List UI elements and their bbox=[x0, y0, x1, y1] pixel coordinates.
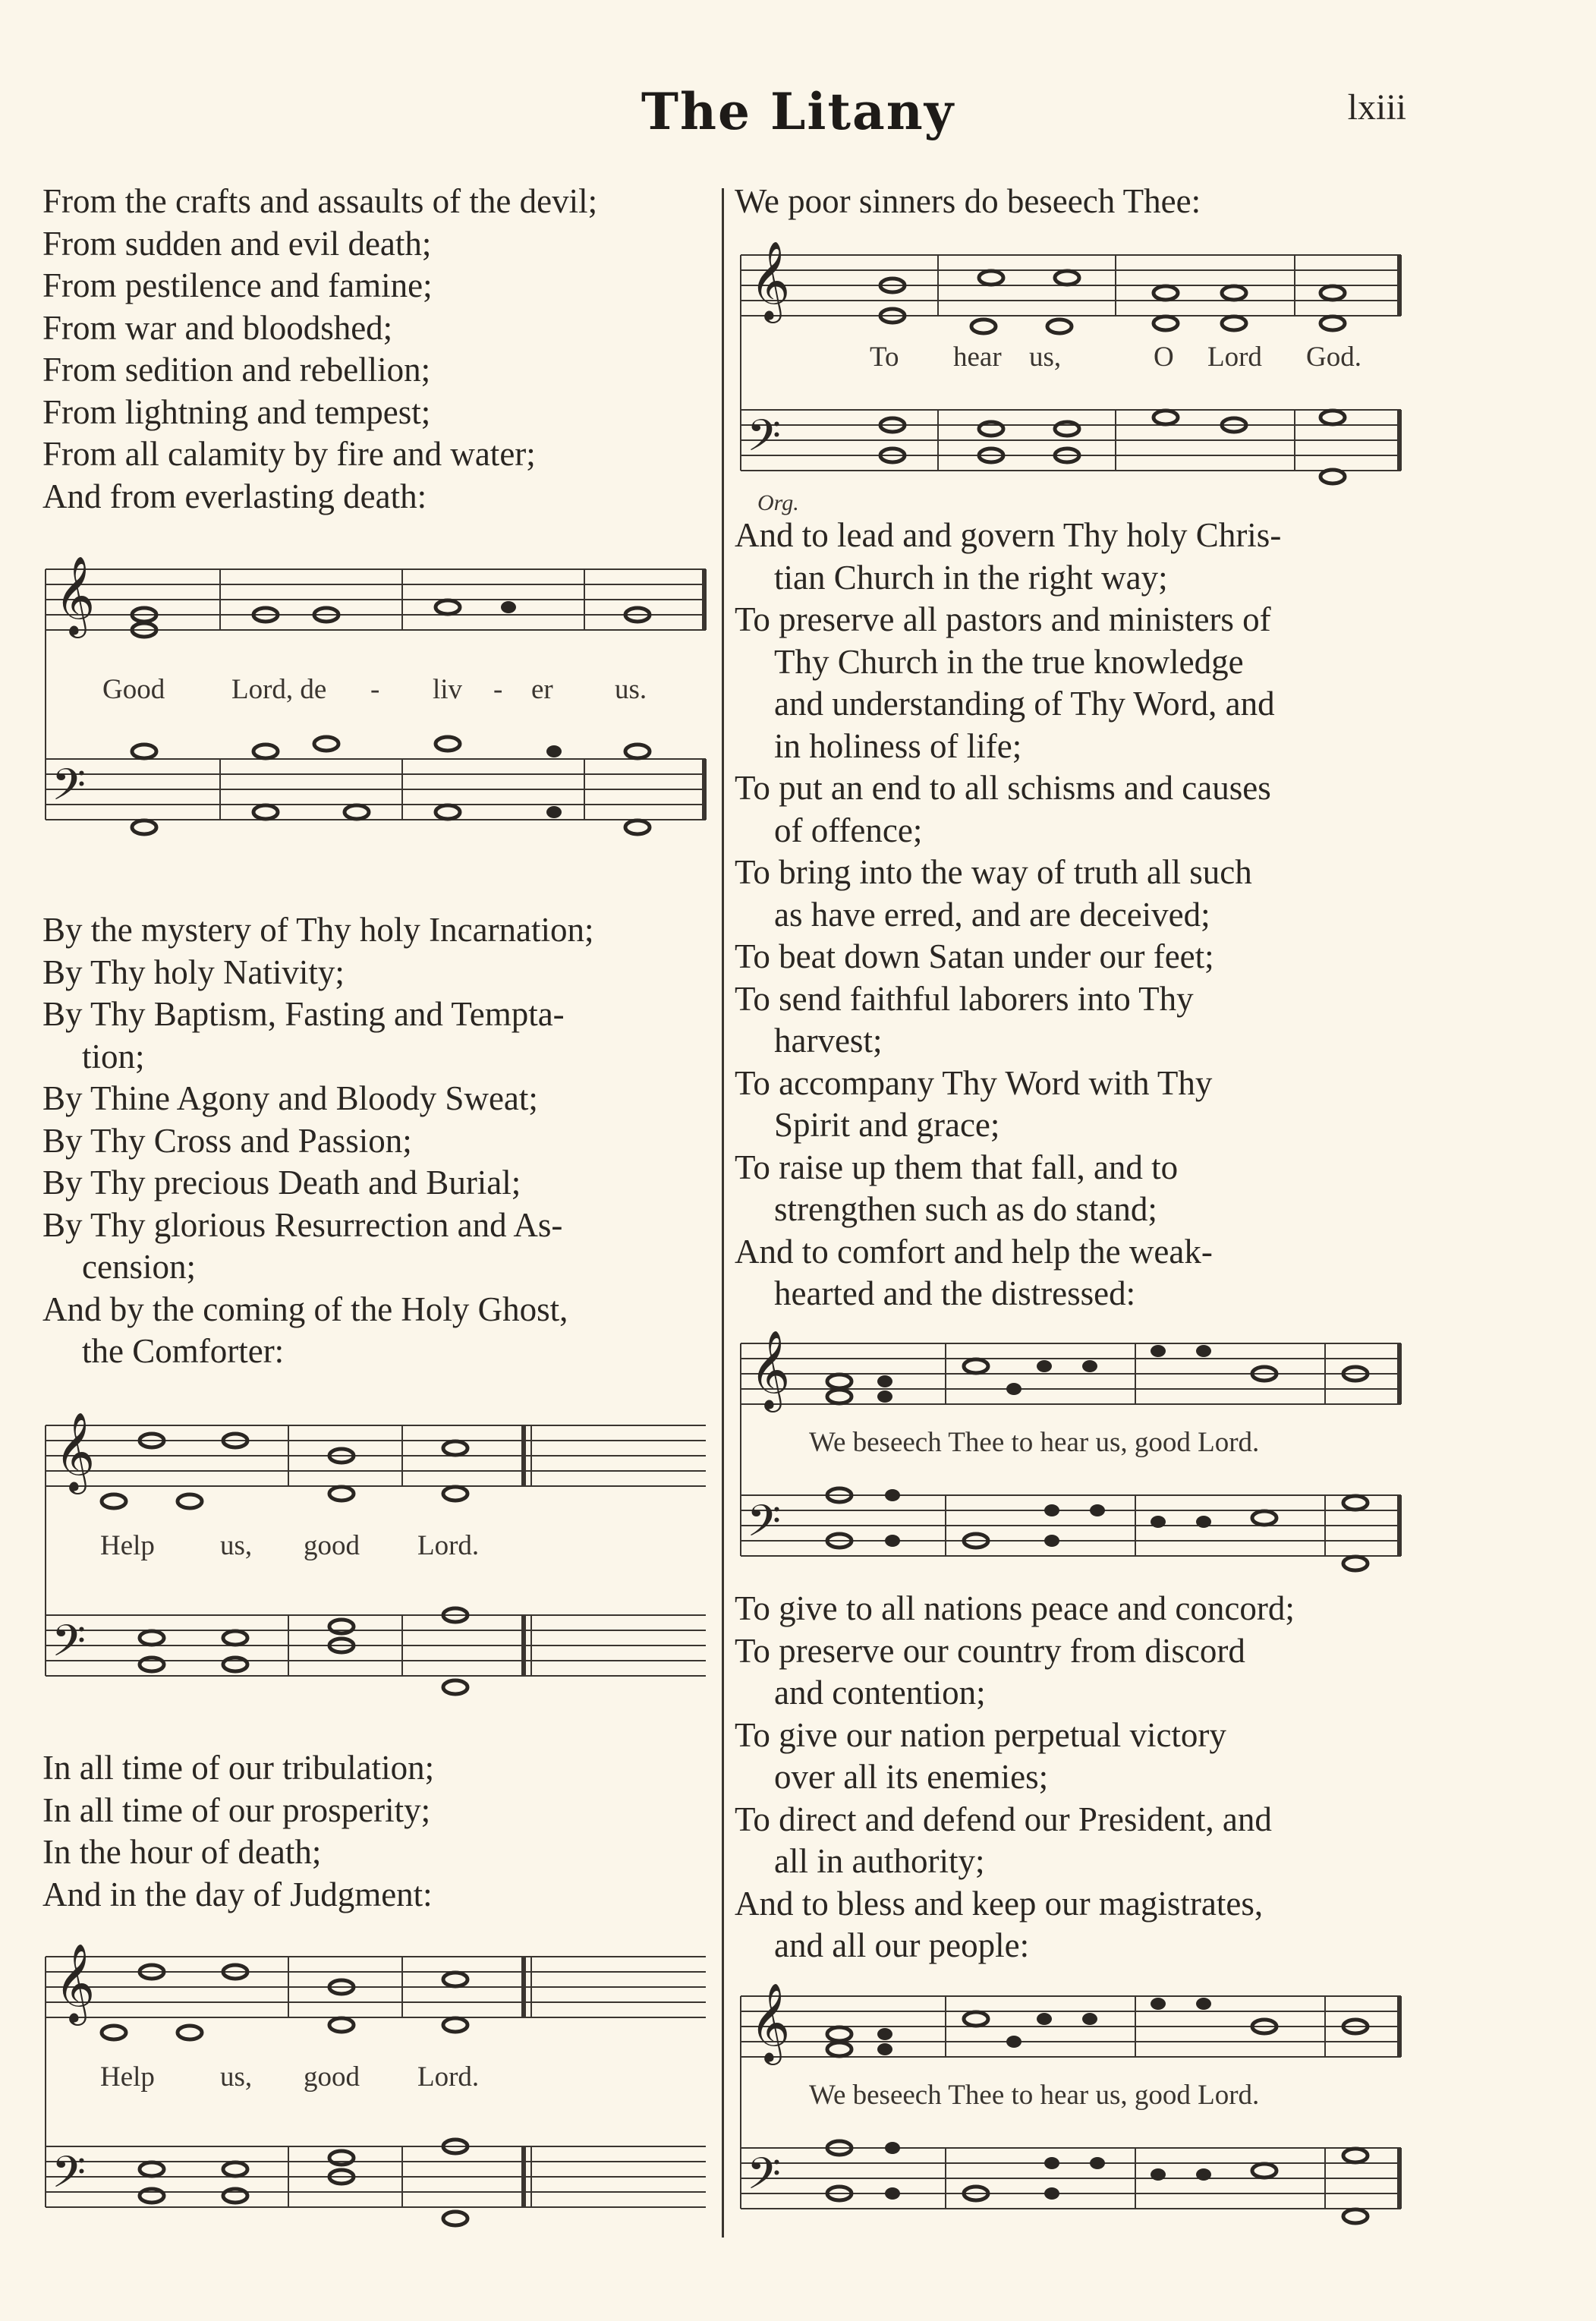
verse-line: hearted and the distressed: bbox=[774, 1274, 1136, 1312]
verse-line: From all calamity by fire and water; bbox=[42, 435, 536, 473]
lyric: Lord, de bbox=[231, 674, 327, 705]
svg-text:𝄢: 𝄢 bbox=[747, 1498, 782, 1557]
verse-line: of offence; bbox=[774, 811, 923, 849]
lyric: Help bbox=[100, 2061, 155, 2093]
lyric: er bbox=[531, 674, 553, 705]
lyric: us, bbox=[220, 1530, 253, 1561]
verse-line: And to comfort and help the weak- bbox=[735, 1232, 1213, 1271]
right-column-stanza-2 bbox=[735, 1588, 1418, 1967]
verse-line: To put an end to all schisms and causes bbox=[735, 769, 1271, 807]
stanza-help-us-2 bbox=[42, 1747, 434, 1916]
lyric: Lord. bbox=[417, 2061, 480, 2093]
verse-line: By Thy Baptism, Fasting and Tempta- bbox=[42, 995, 565, 1033]
verse-line: By Thy holy Nativity; bbox=[42, 953, 345, 991]
svg-text:𝄞: 𝄞 bbox=[55, 1946, 96, 2021]
lyric: hear bbox=[953, 342, 1002, 373]
music-score-hear-us bbox=[733, 228, 1416, 516]
verse-line: In the hour of death; bbox=[42, 1833, 322, 1871]
column-divider bbox=[722, 188, 724, 2238]
verse-line: and understanding of Thy Word, and bbox=[774, 685, 1275, 723]
right-column-intro bbox=[735, 181, 1418, 223]
lyric: us, bbox=[1029, 342, 1062, 373]
verse-line: To direct and defend our President, and bbox=[735, 1800, 1272, 1838]
verse-line: cension; bbox=[82, 1248, 196, 1286]
svg-text:𝄞: 𝄞 bbox=[55, 1415, 96, 1490]
verse-line: By Thine Agony and Bloody Sweat; bbox=[42, 1079, 538, 1117]
lyric: O bbox=[1154, 342, 1174, 373]
lyric: liv bbox=[433, 674, 463, 705]
svg-text:𝄞: 𝄞 bbox=[55, 559, 96, 634]
lyric-line: We beseech Thee to hear us, good Lord. bbox=[809, 2080, 1260, 2111]
lyric: us, bbox=[220, 2061, 253, 2093]
verse-line: tian Church in the right way; bbox=[774, 558, 1168, 597]
verse-line: the Comforter: bbox=[82, 1332, 285, 1370]
music-score-help-us-1 bbox=[38, 1395, 713, 1699]
verse-line: as have erred, and are deceived; bbox=[774, 895, 1210, 934]
verse-line: And from everlasting death: bbox=[42, 477, 427, 515]
lyric-line: We beseech Thee to hear us, good Lord. bbox=[809, 1427, 1260, 1458]
svg-text:𝄢: 𝄢 bbox=[747, 2151, 782, 2209]
page-title: The Litany bbox=[641, 82, 955, 141]
verse-line: and all our people: bbox=[774, 1926, 1030, 1964]
lyric: good bbox=[304, 2061, 360, 2093]
verse-line: and contention; bbox=[774, 1674, 986, 1712]
verse-line: tion; bbox=[82, 1037, 145, 1075]
verse-line: And to lead and govern Thy holy Chris- bbox=[735, 516, 1282, 554]
verse-line: And in the day of Judgment: bbox=[42, 1875, 433, 1913]
verse-line: By the mystery of Thy holy Incarnation; bbox=[42, 911, 594, 949]
verse-line: To give to all nations peace and concord; bbox=[735, 1589, 1295, 1627]
svg-text:𝄞: 𝄞 bbox=[750, 1333, 791, 1408]
music-score-beseech-2 bbox=[733, 1973, 1416, 2231]
music-score-help-us-2 bbox=[38, 1934, 713, 2238]
verse-line: To raise up them that fall, and to bbox=[735, 1148, 1179, 1186]
verse-line: By Thy glorious Resurrection and As- bbox=[42, 1205, 563, 1244]
verse-line: By Thy Cross and Passion; bbox=[42, 1121, 412, 1160]
svg-text:𝄞: 𝄞 bbox=[750, 244, 791, 319]
music-score-beseech-1 bbox=[733, 1321, 1416, 1579]
lyric: To bbox=[870, 342, 899, 373]
verse-line: In all time of our tribulation; bbox=[42, 1749, 435, 1787]
right-column-stanza-1 bbox=[735, 515, 1418, 1315]
lyric: Help bbox=[100, 1530, 155, 1561]
verse-line: By Thy precious Death and Burial; bbox=[42, 1164, 521, 1201]
svg-text:𝄢: 𝄢 bbox=[52, 762, 87, 820]
stanza-help-us bbox=[42, 909, 594, 1373]
lyric: good bbox=[304, 1530, 360, 1561]
verse-line: To preserve all pastors and ministers of bbox=[735, 600, 1271, 638]
verse-line: To bring into the way of truth all such bbox=[735, 853, 1252, 891]
verse-line: From pestilence and famine; bbox=[42, 266, 433, 304]
verse-line: in holiness of life; bbox=[774, 726, 1022, 765]
organ-label: Org. bbox=[757, 490, 799, 515]
svg-text:𝄢: 𝄢 bbox=[52, 1618, 87, 1677]
verse-line: Thy Church in the true knowledge bbox=[774, 642, 1244, 681]
verse-line: To give our nation perpetual victory bbox=[735, 1715, 1226, 1754]
verse-line: To beat down Satan under our feet; bbox=[735, 937, 1214, 975]
verse-line: From lightning and tempest; bbox=[42, 392, 431, 431]
svg-text:𝄢: 𝄢 bbox=[747, 413, 782, 471]
verse-line: From sedition and rebellion; bbox=[42, 351, 431, 389]
verse-line: From war and bloodshed; bbox=[42, 308, 393, 347]
verse-line: To accompany Thy Word with Thy bbox=[735, 1063, 1213, 1102]
verse-line: harvest; bbox=[774, 1022, 883, 1060]
verse-line: To send faithful laborers into Thy bbox=[735, 979, 1194, 1018]
lyric: Lord. bbox=[417, 1530, 480, 1561]
svg-text:𝄢: 𝄢 bbox=[52, 2149, 87, 2208]
verse-line: over all its enemies; bbox=[774, 1758, 1049, 1796]
verse-line: From the crafts and assaults of the devil; bbox=[42, 182, 598, 220]
music-score-deliver-us bbox=[38, 546, 713, 880]
lyric: - bbox=[493, 674, 503, 705]
lyric: Lord bbox=[1207, 342, 1262, 373]
verse-line: We poor sinners do beseech Thee: bbox=[735, 182, 1201, 220]
stanza-deliver-us bbox=[42, 181, 597, 518]
verse-line: To preserve our country from discord bbox=[735, 1631, 1245, 1670]
verse-line: Spirit and grace; bbox=[774, 1106, 1000, 1144]
lyric: Good bbox=[102, 674, 165, 705]
verse-line: And to bless and keep our magistrates, bbox=[735, 1884, 1264, 1923]
page-number: lxiii bbox=[1347, 87, 1406, 128]
svg-text:𝄞: 𝄞 bbox=[750, 1986, 791, 2061]
verse-line: And by the coming of the Holy Ghost, bbox=[42, 1290, 568, 1328]
verse-line: From sudden and evil death; bbox=[42, 224, 432, 263]
verse-line: In all time of our prosperity; bbox=[42, 1790, 431, 1829]
verse-line: all in authority; bbox=[774, 1842, 985, 1880]
lyric: God. bbox=[1306, 342, 1361, 373]
lyric: - bbox=[370, 674, 380, 705]
verse-line: strengthen such as do stand; bbox=[774, 1190, 1157, 1228]
lyric: us. bbox=[615, 674, 647, 705]
